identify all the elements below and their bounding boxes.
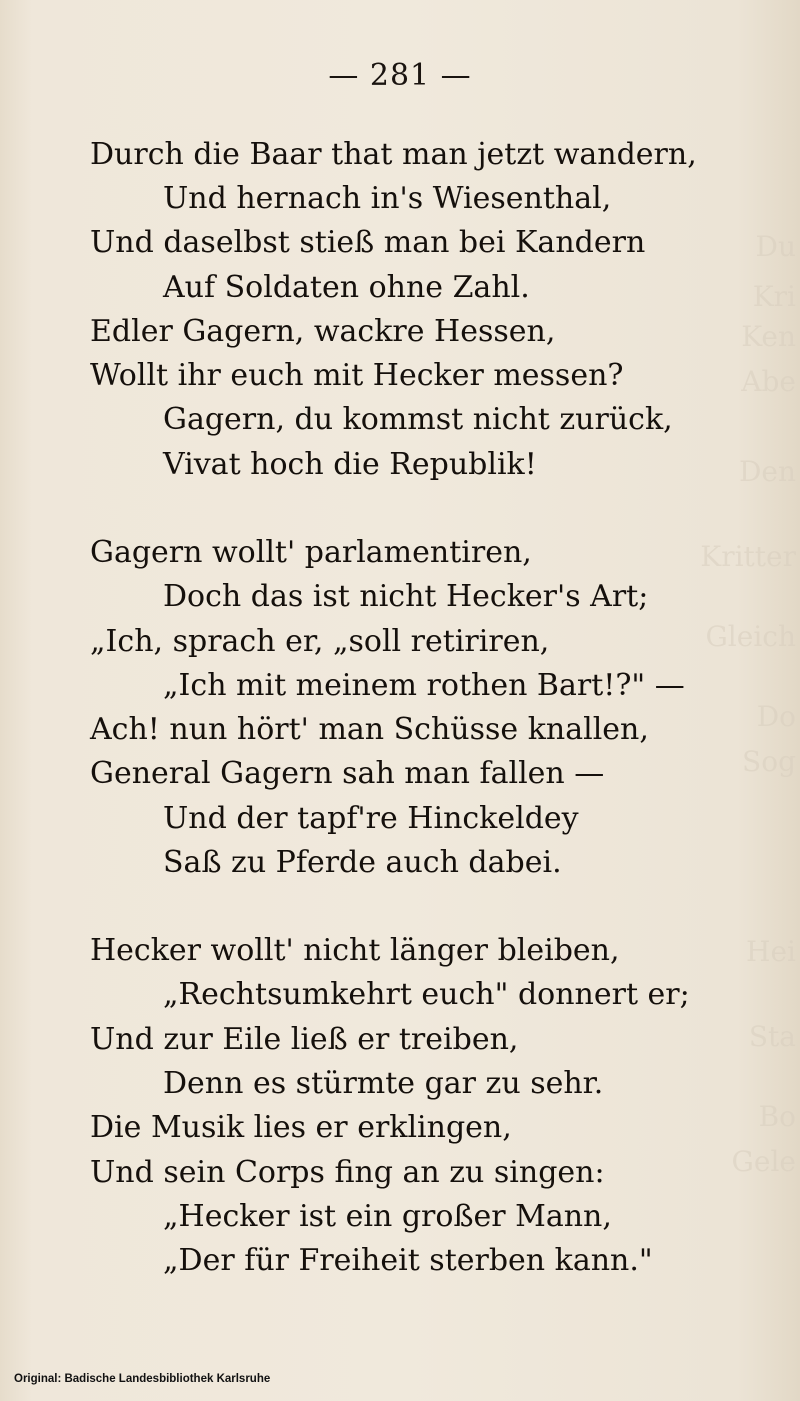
verse-line: Saß zu Pferde auch dabei. <box>163 845 562 880</box>
verse-line: Die Musik lies er erklingen, <box>90 1110 512 1145</box>
verse-line: Denn es stürmte gar zu sehr. <box>163 1066 604 1101</box>
verse-line: Hecker wollt' nicht länger bleiben, <box>90 933 620 968</box>
verse-line: Ach! nun hört' man Schüsse knallen, <box>90 712 649 747</box>
verse-line: Und daselbst stieß man bei Kandern <box>90 225 646 260</box>
verse-line: „Ich, sprach er, „soll retiriren, <box>90 624 550 659</box>
verse-line: Auf Soldaten ohne Zahl. <box>163 270 530 305</box>
verse-line: „Ich mit meinem rothen Bart!?" — <box>163 668 685 703</box>
verse-line: Und sein Corps fing an zu singen: <box>90 1155 605 1190</box>
verse-line: Und hernach in's Wiesenthal, <box>163 181 612 216</box>
verse-line: Und zur Eile ließ er treiben, <box>90 1022 519 1057</box>
verse-line: Und der tapf're Hinckeldey <box>163 801 579 836</box>
page-number: — 281 — <box>328 58 472 93</box>
verse-line: Durch die Baar that man jetzt wandern, <box>90 137 697 172</box>
verse-line: „Rechtsumkehrt euch" donnert er; <box>163 977 690 1012</box>
show-through-text: Du Kri Ken Abe Den Kritter Gleich Do Sog Hei Sta Bo Gele <box>700 230 796 1178</box>
verse-line: General Gagern sah man fallen — <box>90 756 605 791</box>
verse-line: Wollt ihr euch mit Hecker messen? <box>90 358 624 393</box>
verse-line: „Hecker ist ein großer Mann, <box>163 1199 612 1234</box>
verse-line: Gagern wollt' parlamentiren, <box>90 535 532 570</box>
source-credit: Original: Badische Landesbibliothek Karlsruhe <box>14 1373 271 1385</box>
verse-line: Gagern, du kommst nicht zurück, <box>163 402 673 437</box>
verse-line: Vivat hoch die Republik! <box>163 447 537 482</box>
verse-line: Edler Gagern, wackre Hessen, <box>90 314 556 349</box>
verse-line: Doch das ist nicht Hecker's Art; <box>163 579 649 614</box>
verse-line: „Der für Freiheit sterben kann." <box>163 1243 653 1278</box>
